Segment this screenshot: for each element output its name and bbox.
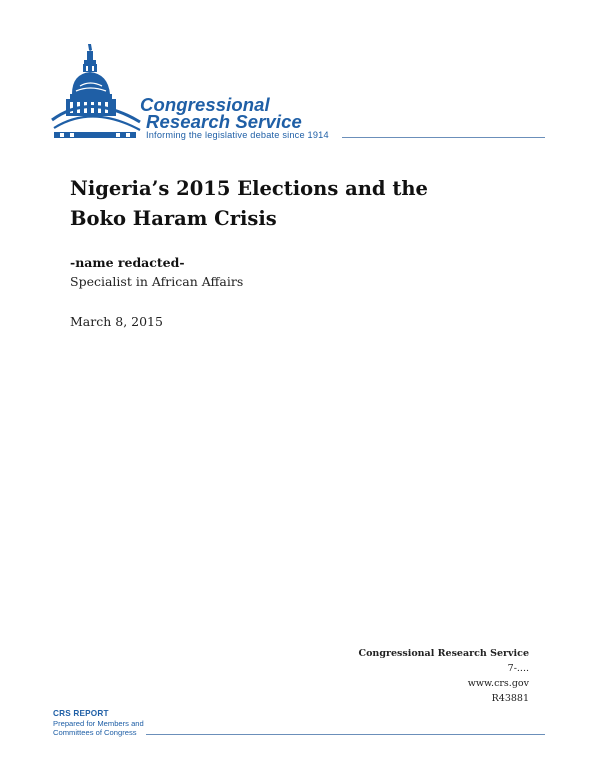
report-title: [70, 174, 490, 234]
publisher-info: [359, 646, 529, 706]
logo-tagline: Informing the legislative debate since 1914: [146, 130, 329, 140]
report-title-line2: Boko Haram Crisis: [70, 207, 277, 230]
capitol-dome-icon: [50, 42, 142, 142]
crs-report-label: CRS REPORT: [53, 709, 109, 718]
publisher-org: Congressional Research Service: [358, 648, 529, 659]
footer-line1: Prepared for Members and: [53, 719, 144, 728]
report-date: March 8, 2015: [70, 314, 163, 329]
logo-name-line2: Research Service: [146, 111, 302, 132]
footer-line2: Committees of Congress: [53, 728, 137, 737]
logo-divider: [342, 137, 545, 138]
report-title-line1: Nigeria’s 2015 Elections and the: [70, 177, 428, 200]
author-name: -name redacted-: [70, 255, 185, 270]
report-number: R43881: [491, 693, 529, 704]
logo-name-line1: Congressional: [140, 94, 270, 115]
publisher-website: www.crs.gov: [467, 678, 529, 689]
footer-divider: [146, 734, 545, 735]
publisher-phone: 7-....: [507, 663, 529, 674]
author-role: Specialist in African Affairs: [70, 274, 244, 289]
